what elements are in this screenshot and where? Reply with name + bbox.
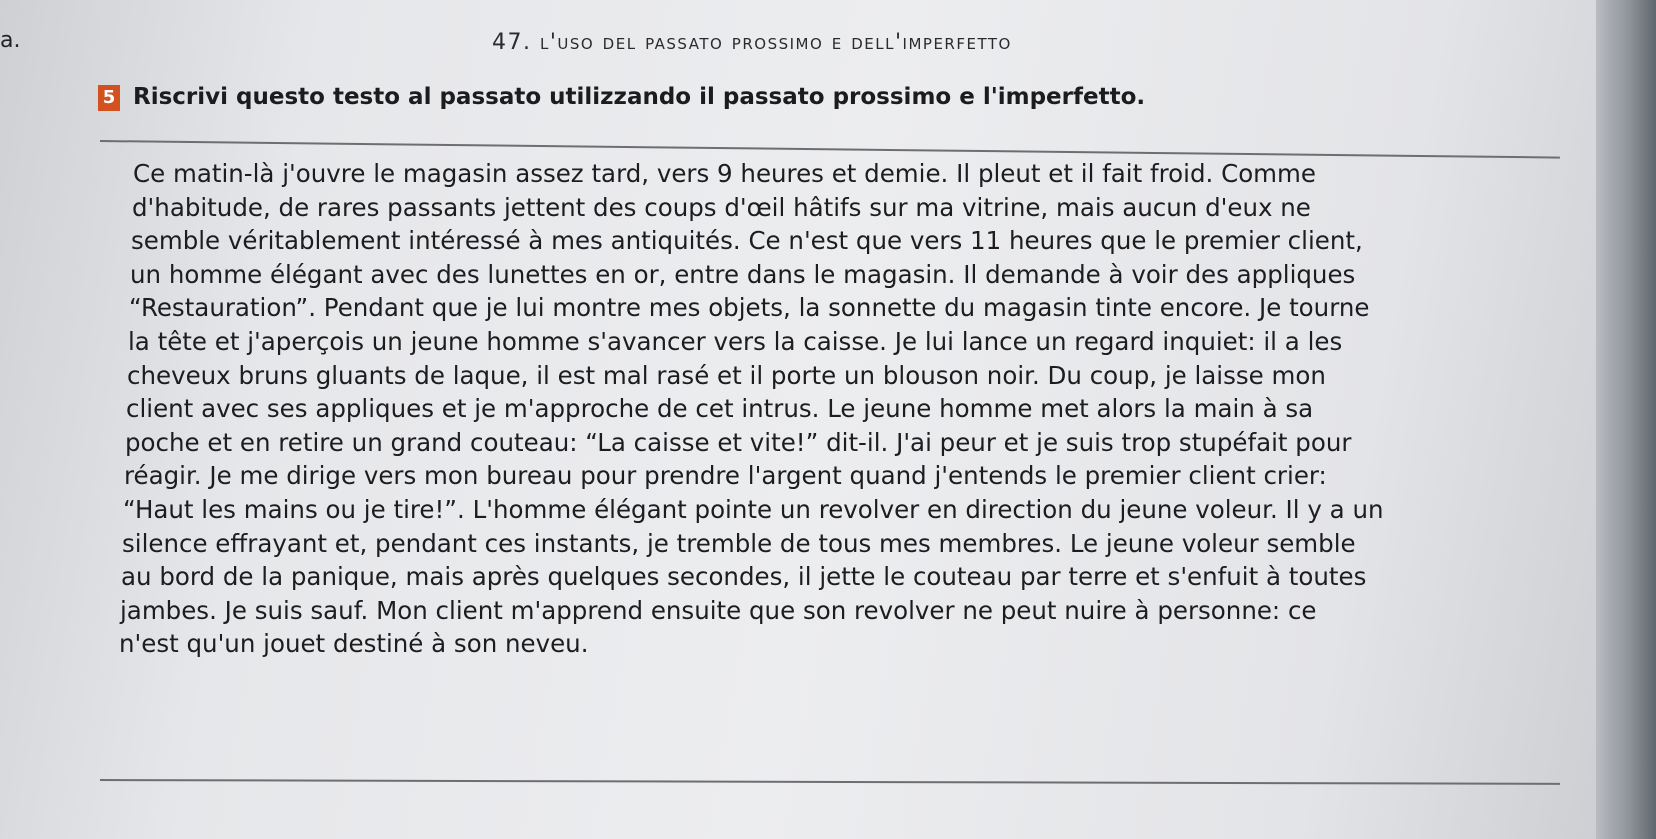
passage-line: jambes. Je suis sauf. Mon client m'apprend ensuite que son revolver ne peut nuire à personne: ce: [120, 595, 1317, 625]
passage-line: au bord de la panique, mais après quelques secondes, il jette le couteau par terre et s'enfuit à toutes: [121, 562, 1367, 592]
passage-line: la tête et j'aperçois un jeune homme s'avancer vers la caisse. Je lui lance un regard inquiet: il a les: [128, 326, 1343, 356]
passage-line: client avec ses appliques et je m'approche de cet intrus. Le jeune homme met alors la main à sa: [126, 394, 1314, 424]
passage-line: Ce matin-là j'ouvre le magasin assez tard, vers 9 heures et demie. Il pleut et il fait froid. Comme: [133, 159, 1316, 188]
passage-line: réagir. Je me dirige vers mon bureau pour prendre l'argent quand j'entends le premier client crier:: [124, 461, 1327, 491]
passage-text: [119, 157, 1613, 661]
passage-line: “Haut les mains ou je tire!”. L'homme élégant pointe un revolver en direction du jeune voleur. Il y a un: [123, 494, 1384, 524]
bottom-divider: [100, 779, 1560, 785]
passage-line: un homme élégant avec des lunettes en or, entre dans le magasin. Il demande à voir des appliques: [130, 259, 1356, 289]
running-head: 47. l'uso del passato prossimo e dell'imperfetto: [492, 30, 1012, 55]
passage-line: poche et en retire un grand couteau: “La caisse et vite!” dit-il. J'ai peur et je suis trop stupéfait pour: [125, 427, 1352, 457]
passage-line: “Restauration”. Pendant que je lui montre mes objets, la sonnette du magasin tinte encore. Je tourne: [129, 293, 1370, 323]
exercise-instruction: Riscrivi questo testo al passato utilizzando il passato prossimo e l'imperfetto.: [133, 84, 1146, 110]
passage-line: semble véritablement intéressé à mes antiquités. Ce n'est que vers 11 heures que le premier client,: [131, 226, 1363, 256]
top-divider: [100, 140, 1560, 159]
exercise-number-badge: 5: [98, 85, 120, 111]
passage-line: n'est qu'un jouet destiné à son neveu.: [119, 629, 589, 659]
passage-line: d'habitude, de rares passants jettent des coups d'œil hâtifs sur ma vitrine, mais aucun d'eux ne: [132, 192, 1311, 222]
corner-mark: a.: [0, 28, 21, 53]
passage-line: silence effrayant et, pendant ces instants, je tremble de tous mes membres. Le jeune voleur semble: [122, 528, 1356, 558]
passage-line: cheveux bruns gluants de laque, il est mal rasé et il porte un blouson noir. Du coup, je laisse mon: [127, 360, 1326, 390]
